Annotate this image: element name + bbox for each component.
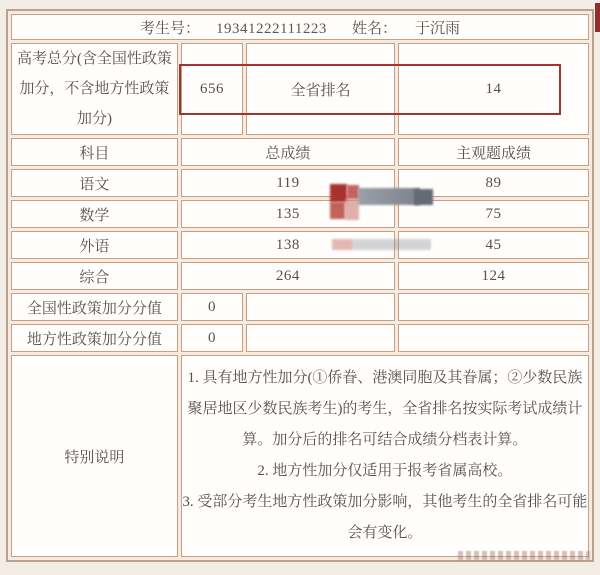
subject-chinese: 语文 [11,169,178,197]
subject-math: 数学 [11,200,178,228]
candidate-no-label: 考生号： [140,20,201,37]
local-bonus-empty-1 [246,324,395,352]
header-subjective: 主观题成绩 [398,138,589,166]
table-row-national-bonus [11,293,589,321]
header-subject: 科目 [11,138,178,166]
header-total: 总成绩 [181,138,395,166]
note-item-2: 2. 地方性加分仅适用于报考省属高校。 [257,463,513,479]
notes-label: 特别说明 [11,355,178,557]
table-row-foreign-language [11,231,589,259]
national-bonus-empty-2 [398,293,589,321]
foreign-language-subjective: 45 [398,231,589,259]
comprehensive-total: 264 [181,262,395,290]
table-row-comprehensive [11,262,589,290]
math-total: 135 [181,200,395,228]
candidate-cell [11,14,589,40]
rank-value: 14 [398,43,589,135]
total-score-value: 656 [181,43,243,135]
subject-foreign-language: 外语 [11,231,178,259]
table-row-chinese [11,169,589,197]
national-bonus-value: 0 [181,293,243,321]
candidate-row [11,14,589,40]
subject-comprehensive: 综合 [11,262,178,290]
candidate-no-value: 19341222111223 [216,20,327,37]
comprehensive-subjective: 124 [398,262,589,290]
local-bonus-label: 地方性政策加分分值 [11,324,178,352]
name-label: 姓名： [351,20,397,37]
local-bonus-empty-2 [398,324,589,352]
note-item-3: 3. 受部分考生地方性政策加分影响，其他考生的全省排名可能会有变化。 [182,494,588,541]
math-subjective: 75 [398,200,589,228]
chinese-total: 119 [181,169,395,197]
clipped-red-strip [595,3,600,32]
local-bonus-value: 0 [181,324,243,352]
table-row-local-bonus [11,324,589,352]
table-row-math [11,200,589,228]
chinese-subjective: 89 [398,169,589,197]
foreign-language-total: 138 [181,231,395,259]
notes-cell [181,355,589,557]
total-score-label: 高考总分(含全国性政策加分，不含地方性政策加分) [11,43,178,135]
name-value: 于沉雨 [414,20,460,37]
note-item-1: 1. 具有地方性加分(①侨眷、港澳同胞及其眷属；②少数民族聚居地区少数民族考生)的考生，全省排名按实际考试成绩计算。加分后的排名可结合成绩分档表计算。 [187,370,583,448]
rank-label: 全省排名 [246,43,395,135]
subject-header-row [11,138,589,166]
national-bonus-empty-1 [246,293,395,321]
total-score-row [11,43,589,135]
notes-row [11,355,589,557]
national-bonus-label: 全国性政策加分分值 [11,293,178,321]
score-report-table [6,9,594,562]
